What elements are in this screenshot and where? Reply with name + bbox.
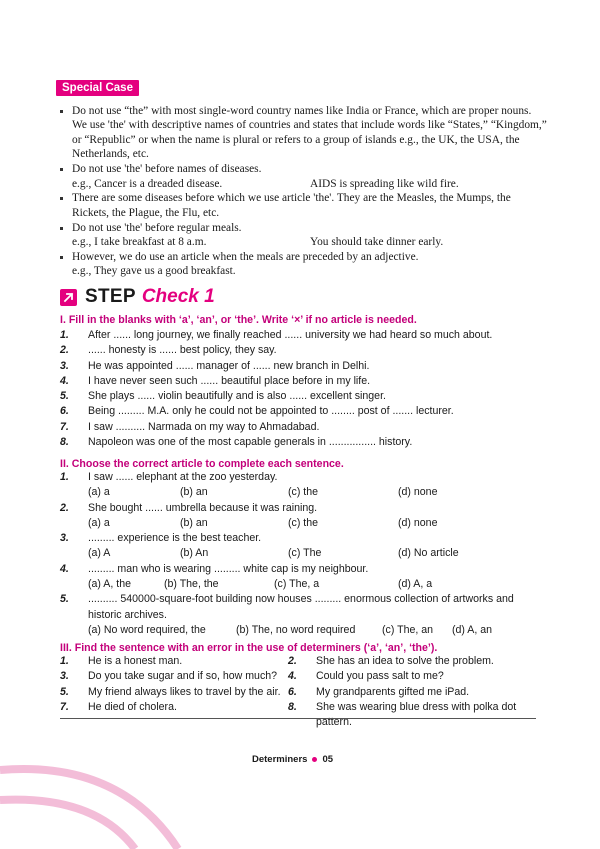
arrow-up-right-icon [60, 289, 77, 306]
special-case-badge: Special Case [56, 80, 139, 96]
question: 1. After ...... long journey, we finally reached ...... university we had heard so much about. [60, 329, 493, 341]
special-item [58, 221, 548, 250]
option[interactable]: (a) No word required, the [88, 623, 206, 636]
option[interactable]: (c) the [288, 516, 319, 529]
special-item [58, 191, 548, 220]
question: 3. Do you take sugar and if so, how much? [60, 670, 278, 683]
option[interactable]: (a) A [88, 547, 111, 560]
example-b: You should take dinner early. [310, 236, 444, 249]
question: 7. I saw .......... Narmada on my way to Ahmadabad. [60, 420, 320, 433]
question-row [60, 669, 550, 684]
option[interactable]: (c) The, a [274, 578, 320, 591]
question: 6. My grandparents gifted me iPad. [288, 685, 470, 698]
example-row [72, 177, 548, 191]
question: 3. He was appointed ...... manager of ...... new branch in Delhi. [60, 359, 370, 372]
options [60, 546, 550, 561]
section-1-title: I. Fill in the blanks with ‘a’, ‘an’, or ‘the’. Write ‘×’ if no article is needed. [60, 314, 417, 326]
question: 4. Could you pass salt to me? [288, 670, 444, 683]
section-2-questions [60, 470, 550, 638]
options [60, 485, 550, 500]
question: 3. ......... experience is the best teacher. [60, 532, 262, 545]
section-3-title: III. Find the sentence with an error in the use of determiners (‘a’, ‘an’, ‘the’). [60, 642, 438, 654]
page-footer [252, 754, 333, 765]
example-row [72, 235, 548, 249]
question: 5. .......... 540000-square-foot building now houses ......... enormous collection of artworks and historic archives. [60, 593, 514, 621]
section-2-title: II. Choose the correct article to complete each sentence. [60, 458, 344, 470]
divider [60, 718, 536, 719]
options [60, 623, 550, 638]
option[interactable]: (a) a [88, 486, 110, 499]
step-word: STEP [85, 286, 136, 307]
example-a: e.g., Cancer is a dreaded disease. [72, 177, 223, 190]
question: 4. ......... man who is wearing ......... white cap is my neighbour. [60, 562, 369, 575]
options [60, 577, 550, 592]
option[interactable]: (d) none [398, 516, 438, 529]
example-a: e.g., They gave us a good breakfast. [72, 265, 236, 278]
option[interactable]: (c) The, an [382, 623, 434, 636]
step-check-heading [60, 286, 215, 308]
option[interactable]: (d) No article [398, 547, 459, 560]
question: 7. He died of cholera. [60, 700, 177, 713]
question: 2. She has an idea to solve the problem. [288, 655, 494, 667]
question: 1. I saw ...... elephant at the zoo yesterday. [60, 471, 278, 483]
option[interactable]: (c) the [288, 486, 319, 499]
special-case-list [58, 104, 548, 279]
option[interactable]: (b) an [180, 516, 208, 529]
option[interactable]: (b) An [180, 547, 209, 560]
example-b: AIDS is spreading like wild fire. [310, 177, 459, 190]
question: 5. She plays ...... violin beautifully and is also ...... excellent singer. [60, 390, 386, 403]
section-1-questions [60, 328, 550, 450]
question-row [60, 654, 550, 669]
question: 5. My friend always likes to travel by the air. [60, 685, 281, 698]
example-a: e.g., I take breakfast at 8 a.m. [72, 236, 207, 249]
option[interactable]: (d) none [398, 486, 438, 499]
special-item-text: There are some diseases before which we use article 'the'. They are the Measles, the Mumps, the Rickets, the Plague, the Flu, etc. [72, 192, 511, 219]
question: 1. He is a honest man. [60, 655, 183, 667]
chapter-name: Determiners [252, 754, 308, 765]
question-row [60, 700, 550, 731]
option[interactable]: (d) A, a [398, 578, 433, 591]
option[interactable]: (d) A, an [452, 623, 493, 636]
special-item-text: Do not use “the” with most single-word country names like India or France, which are proper nouns. We use 'the' with descriptive names of countries and states that include words like “States,” “Kingdom,” or “Republic” or when the name is plural or refers to a group of islands e.g., the UK, the USA, the Netherlands, etc. [72, 105, 547, 161]
question: 4. I have never seen such ...... beautiful place before in my life. [60, 374, 371, 387]
option[interactable]: (c) The [288, 547, 322, 560]
question: 2. ...... honesty is ...... best policy, they say. [60, 344, 277, 357]
option[interactable]: (a) A, the [88, 578, 131, 591]
check-label: Check 1 [141, 286, 215, 307]
section-3-questions [60, 654, 550, 730]
question-row [60, 685, 550, 700]
option[interactable]: (b) The, no word required [236, 623, 356, 636]
options [60, 516, 550, 531]
question: 8. She was wearing blue dress with polka dot pattern. [288, 700, 517, 729]
special-item [58, 104, 548, 162]
special-item [58, 162, 548, 191]
question: 8. Napoleon was one of the most capable generals in ................ history. [60, 436, 413, 449]
option[interactable]: (b) The, the [164, 578, 219, 591]
option[interactable]: (b) an [180, 486, 208, 499]
option[interactable]: (a) a [88, 516, 110, 529]
special-item [58, 250, 548, 279]
page-number: 05 [322, 754, 334, 765]
dot-icon [312, 757, 317, 762]
question: 6. Being ......... M.A. only he could not be appointed to ........ post of ....... lecturer. [60, 405, 454, 418]
special-item-text: Do not use 'the' before regular meals. [72, 221, 242, 234]
question: 2. She bought ...... umbrella because it was raining. [60, 501, 318, 514]
special-item-text: However, we do use an article when the meals are preceded by an adjective. [72, 251, 419, 264]
special-item-text: Do not use 'the' before names of diseases. [72, 163, 262, 176]
